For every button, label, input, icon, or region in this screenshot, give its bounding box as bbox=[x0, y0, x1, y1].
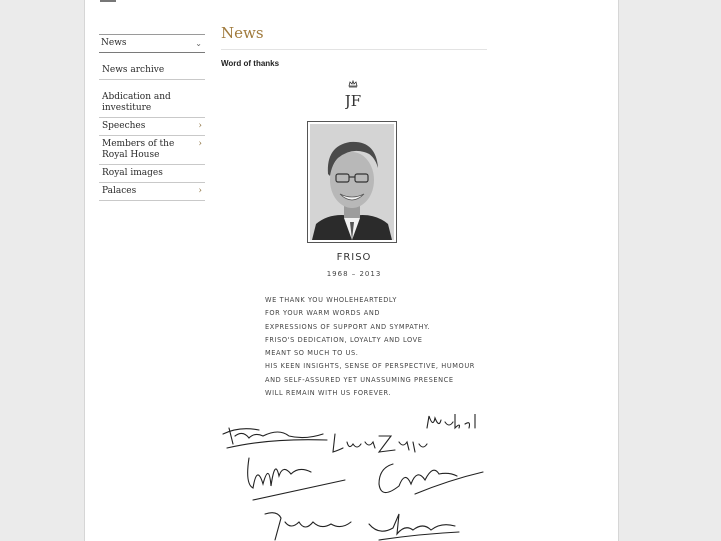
family-signatures bbox=[219, 414, 489, 541]
signature-beatrix bbox=[223, 428, 327, 448]
header-remnant bbox=[100, 0, 116, 2]
monogram-text: JF bbox=[345, 92, 361, 110]
signature-maxima bbox=[265, 513, 351, 540]
page-title: News bbox=[221, 24, 487, 50]
sidebar-item-label: News archive bbox=[102, 65, 165, 75]
monogram-crown-icon bbox=[345, 80, 361, 114]
chevron-right-icon: › bbox=[198, 121, 202, 131]
portrait-photo bbox=[307, 121, 397, 243]
sidebar-item-label: Palaces bbox=[102, 186, 137, 196]
message-line: HIS KEEN INSIGHTS, SENSE OF PERSPECTIVE, HUMOUR bbox=[265, 362, 475, 371]
sidebar-item-label: Royal images bbox=[102, 168, 163, 178]
signature-willem-alexander bbox=[248, 458, 345, 500]
main-content bbox=[221, 24, 487, 398]
message-line: MEANT SO MUCH TO US. bbox=[265, 349, 359, 358]
sidebar-nav bbox=[99, 34, 205, 201]
page-content bbox=[84, 0, 619, 541]
person-name: FRISO bbox=[336, 252, 372, 263]
sidebar-item-abdication[interactable] bbox=[99, 89, 205, 118]
sidebar-item-label: Abdication and investiture bbox=[102, 92, 171, 113]
signature-mabel bbox=[427, 414, 475, 428]
signature-constantijn bbox=[379, 464, 483, 494]
sidebar-item-royal-house[interactable] bbox=[99, 136, 205, 165]
chevron-right-icon: › bbox=[198, 139, 202, 149]
sidebar-item-speeches[interactable] bbox=[99, 118, 205, 136]
message-line: EXPRESSIONS OF SUPPORT AND SYMPATHY. bbox=[265, 322, 431, 331]
signature-zaria bbox=[379, 436, 427, 452]
chevron-right-icon: › bbox=[198, 186, 202, 196]
message-line: FOR YOUR WARM WORDS AND bbox=[265, 309, 381, 318]
chevron-down-icon: ⌄ bbox=[195, 39, 202, 48]
thank-you-message bbox=[265, 294, 495, 400]
message-line: WE THANK YOU WHOLEHEARTEDLY bbox=[265, 296, 397, 304]
sidebar-item-palaces[interactable] bbox=[99, 183, 205, 201]
message-line: WILL REMAIN WITH US FOREVER. bbox=[265, 389, 392, 398]
life-years: 1968 – 2013 bbox=[326, 270, 382, 278]
signature-laurentien bbox=[369, 514, 459, 540]
sidebar-item-label: Speeches bbox=[102, 121, 146, 131]
sidebar-item-royal-images[interactable] bbox=[99, 165, 205, 183]
sidebar-item-label: News bbox=[101, 38, 127, 48]
signature-luana bbox=[333, 434, 375, 452]
sidebar-item-label: Members of the Royal House bbox=[102, 139, 175, 160]
article-title: Word of thanks bbox=[221, 59, 280, 68]
sidebar-item-news-archive[interactable] bbox=[99, 62, 205, 80]
sidebar-item-news[interactable] bbox=[99, 34, 205, 53]
message-line: FRISO'S DEDICATION, LOYALTY AND LOVE bbox=[265, 335, 423, 344]
message-line: AND SELF-ASSURED YET UNASSUMING PRESENCE bbox=[265, 375, 454, 384]
